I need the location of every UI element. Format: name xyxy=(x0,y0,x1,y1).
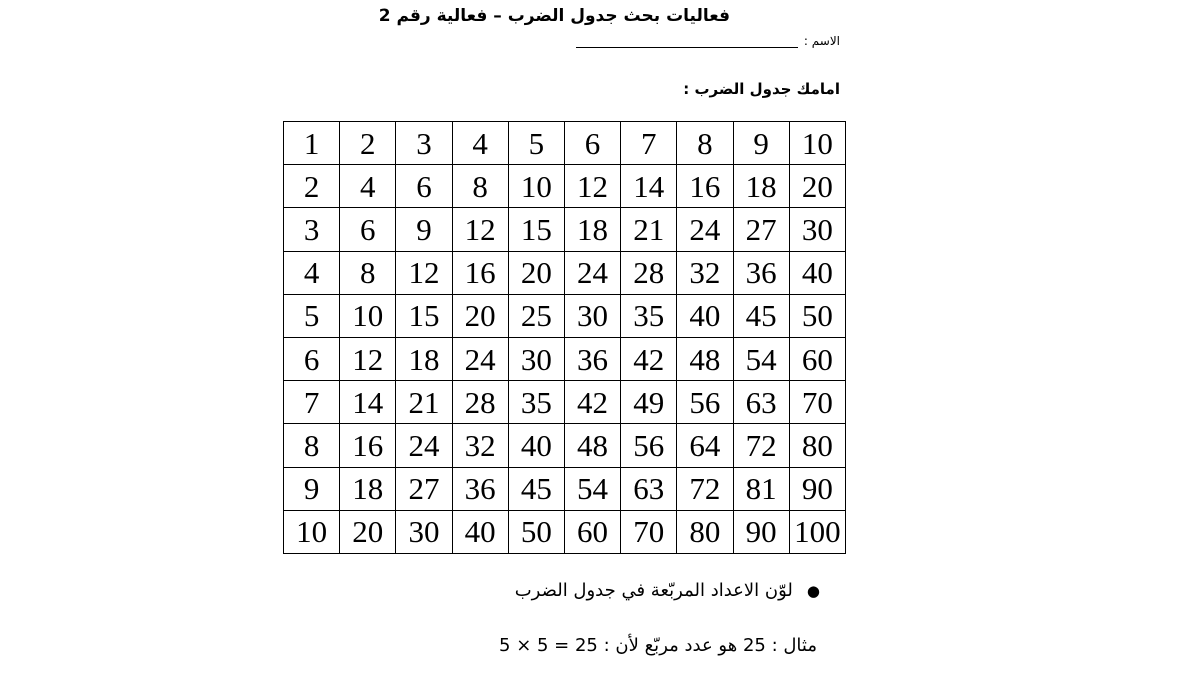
table-cell[interactable]: 36 xyxy=(452,467,508,510)
table-cell[interactable]: 35 xyxy=(621,294,677,337)
table-cell[interactable]: 42 xyxy=(564,381,620,424)
table-cell[interactable]: 72 xyxy=(733,424,789,467)
intro-text: امامك جدول الضرب : xyxy=(683,80,840,98)
table-cell[interactable]: 32 xyxy=(677,251,733,294)
table-row xyxy=(284,337,846,380)
table-cell[interactable]: 24 xyxy=(564,251,620,294)
table-cell[interactable]: 10 xyxy=(284,510,340,553)
table-cell[interactable]: 5 xyxy=(284,294,340,337)
table-cell[interactable]: 7 xyxy=(621,122,677,165)
table-cell[interactable]: 49 xyxy=(621,381,677,424)
table-cell[interactable]: 64 xyxy=(677,424,733,467)
table-cell[interactable]: 28 xyxy=(621,251,677,294)
bullet-icon: ● xyxy=(806,582,820,600)
table-cell[interactable]: 40 xyxy=(508,424,564,467)
table-cell[interactable]: 12 xyxy=(452,208,508,251)
table-cell[interactable]: 18 xyxy=(564,208,620,251)
table-cell[interactable]: 28 xyxy=(452,381,508,424)
table-cell[interactable]: 12 xyxy=(340,337,396,380)
name-blank-line[interactable] xyxy=(576,35,798,48)
table-cell[interactable]: 40 xyxy=(677,294,733,337)
table-cell[interactable]: 6 xyxy=(340,208,396,251)
table-cell[interactable]: 36 xyxy=(564,337,620,380)
table-cell[interactable]: 54 xyxy=(564,467,620,510)
table-cell[interactable]: 10 xyxy=(508,165,564,208)
table-cell[interactable]: 70 xyxy=(621,510,677,553)
table-cell[interactable]: 100 xyxy=(789,510,845,553)
table-cell[interactable]: 20 xyxy=(452,294,508,337)
table-cell[interactable]: 2 xyxy=(340,122,396,165)
table-cell[interactable]: 15 xyxy=(508,208,564,251)
table-cell[interactable]: 3 xyxy=(284,208,340,251)
table-cell[interactable]: 45 xyxy=(508,467,564,510)
table-cell[interactable]: 48 xyxy=(677,337,733,380)
page-title: فعاليات بحث جدول الضرب – فعالية رقم 2 xyxy=(378,6,730,26)
table-cell[interactable]: 9 xyxy=(396,208,452,251)
example-text: مثال : 25 هو عدد مربّع لأن : 25 = 5 × 5 xyxy=(499,635,817,656)
table-cell[interactable]: 30 xyxy=(508,337,564,380)
table-cell[interactable]: 12 xyxy=(396,251,452,294)
table-cell[interactable]: 1 xyxy=(284,122,340,165)
table-row xyxy=(284,251,846,294)
table-cell[interactable]: 80 xyxy=(677,510,733,553)
table-cell[interactable]: 10 xyxy=(340,294,396,337)
table-cell[interactable]: 63 xyxy=(733,381,789,424)
table-cell[interactable]: 40 xyxy=(452,510,508,553)
table-row xyxy=(284,165,846,208)
table-cell[interactable]: 4 xyxy=(340,165,396,208)
table-cell[interactable]: 12 xyxy=(564,165,620,208)
table-cell[interactable]: 24 xyxy=(452,337,508,380)
table-cell[interactable]: 14 xyxy=(621,165,677,208)
table-row xyxy=(284,122,846,165)
table-cell[interactable]: 45 xyxy=(733,294,789,337)
table-cell[interactable]: 35 xyxy=(508,381,564,424)
table-cell[interactable]: 36 xyxy=(733,251,789,294)
table-cell[interactable]: 24 xyxy=(396,424,452,467)
table-cell[interactable]: 50 xyxy=(789,294,845,337)
table-cell[interactable]: 9 xyxy=(284,467,340,510)
table-cell[interactable]: 56 xyxy=(621,424,677,467)
table-cell[interactable]: 48 xyxy=(564,424,620,467)
table-cell[interactable]: 4 xyxy=(284,251,340,294)
table-cell[interactable]: 27 xyxy=(396,467,452,510)
table-cell[interactable]: 54 xyxy=(733,337,789,380)
table-row xyxy=(284,510,846,553)
table-cell[interactable]: 27 xyxy=(733,208,789,251)
table-cell[interactable]: 30 xyxy=(396,510,452,553)
table-cell[interactable]: 8 xyxy=(340,251,396,294)
name-field xyxy=(576,34,840,48)
table-cell[interactable]: 5 xyxy=(508,122,564,165)
table-cell[interactable]: 20 xyxy=(340,510,396,553)
table-cell[interactable]: 14 xyxy=(340,381,396,424)
table-cell[interactable]: 56 xyxy=(677,381,733,424)
table-cell[interactable]: 2 xyxy=(284,165,340,208)
multiplication-table xyxy=(283,121,846,554)
table-cell[interactable]: 72 xyxy=(677,467,733,510)
table-cell[interactable]: 6 xyxy=(396,165,452,208)
table-row xyxy=(284,208,846,251)
table-cell[interactable]: 9 xyxy=(733,122,789,165)
table-cell[interactable]: 70 xyxy=(789,381,845,424)
table-row xyxy=(284,381,846,424)
table-cell[interactable]: 30 xyxy=(564,294,620,337)
table-cell[interactable]: 90 xyxy=(789,467,845,510)
table-cell[interactable]: 24 xyxy=(677,208,733,251)
name-label: الاسم : xyxy=(803,34,840,48)
table-cell[interactable]: 42 xyxy=(621,337,677,380)
table-cell[interactable]: 21 xyxy=(621,208,677,251)
table-cell[interactable]: 7 xyxy=(284,381,340,424)
instruction-text: لوّن الاعداد المربّعة في جدول الضرب xyxy=(514,580,793,601)
table-cell[interactable]: 25 xyxy=(508,294,564,337)
table-cell[interactable]: 10 xyxy=(789,122,845,165)
table-cell[interactable]: 20 xyxy=(508,251,564,294)
table-cell[interactable]: 4 xyxy=(452,122,508,165)
table-cell[interactable]: 90 xyxy=(733,510,789,553)
table-cell[interactable]: 8 xyxy=(284,424,340,467)
table-cell[interactable]: 81 xyxy=(733,467,789,510)
table-row xyxy=(284,294,846,337)
table-cell[interactable]: 32 xyxy=(452,424,508,467)
instruction xyxy=(515,580,820,601)
table-cell[interactable]: 60 xyxy=(564,510,620,553)
table-cell[interactable]: 20 xyxy=(789,165,845,208)
table-cell[interactable]: 18 xyxy=(340,467,396,510)
table-cell[interactable]: 3 xyxy=(396,122,452,165)
table-cell[interactable]: 40 xyxy=(789,251,845,294)
table-row xyxy=(284,467,846,510)
table-cell[interactable]: 6 xyxy=(564,122,620,165)
table-cell[interactable]: 8 xyxy=(452,165,508,208)
table-row xyxy=(284,424,846,467)
table-cell[interactable]: 50 xyxy=(508,510,564,553)
table-cell[interactable]: 6 xyxy=(284,337,340,380)
table-cell[interactable]: 16 xyxy=(677,165,733,208)
table-cell[interactable]: 18 xyxy=(733,165,789,208)
table-cell[interactable]: 16 xyxy=(452,251,508,294)
table-cell[interactable]: 15 xyxy=(396,294,452,337)
table-cell[interactable]: 63 xyxy=(621,467,677,510)
table-cell[interactable]: 60 xyxy=(789,337,845,380)
table-cell[interactable]: 21 xyxy=(396,381,452,424)
table-cell[interactable]: 18 xyxy=(396,337,452,380)
table-cell[interactable]: 30 xyxy=(789,208,845,251)
table-cell[interactable]: 16 xyxy=(340,424,396,467)
table-cell[interactable]: 8 xyxy=(677,122,733,165)
table-cell[interactable]: 80 xyxy=(789,424,845,467)
